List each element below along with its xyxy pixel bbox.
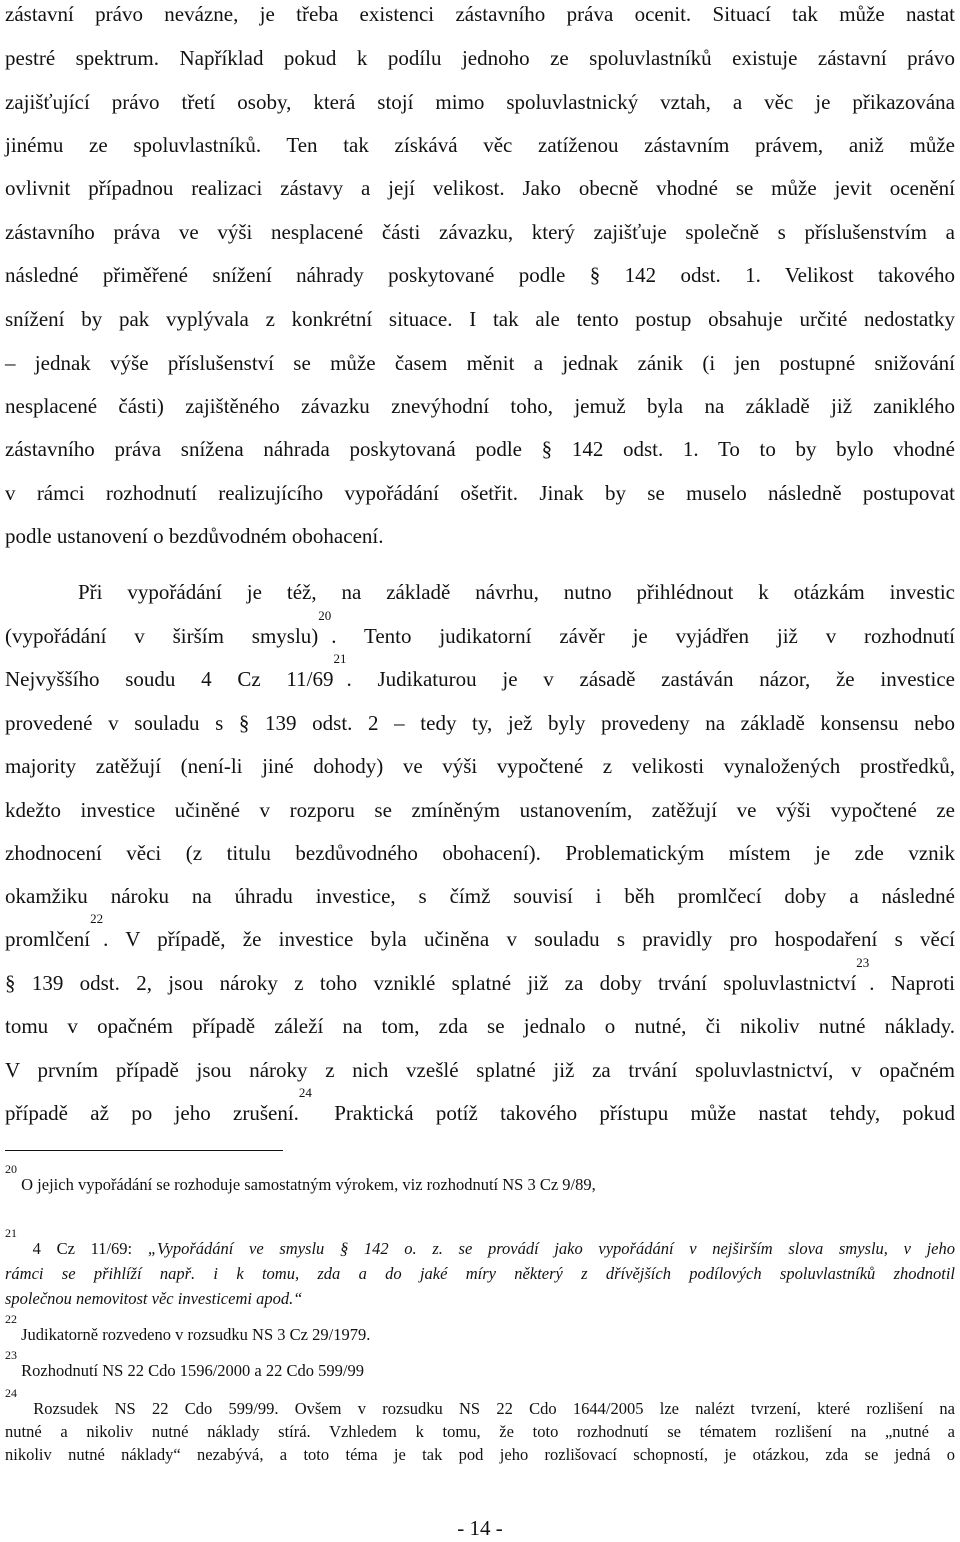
text-line: nesplacené části) zajištěného závazku znevýhodní toho, jemuž byla na základě již zaniklého	[5, 394, 955, 418]
text-line: případě až po jeho zrušení.$^{24}$ Praktická potíž takového přístupu může nastat tehdy, pokud	[5, 1085, 955, 1125]
text-line: Nejvyššího soudu 4 Cz $11/69^{21}$. Judikaturou je v zásadě zastáván názor, že investice	[5, 651, 955, 691]
text-line: majority zatěžují (není-li jiné dohody) ve výši vypočtené z velikosti vynaložených prostředků,	[5, 754, 955, 778]
text-line: zástavního práva snížena náhrada poskytovaná podle § 142 odst. 1. To to by bylo vhodné	[5, 437, 955, 461]
footnote-21-cont: společnou nemovitost věc investicemi apod.“	[5, 1289, 303, 1308]
text-line: pestré spektrum. Například pokud k podílu jednoho ze spoluvlastníků existuje zástavní právo	[5, 46, 955, 70]
footnote-24: $^{24}$ Rozsudek NS 22 Cdo 599/99. Ovšem v rozsudku NS 22 Cdo 1644/2005 lze nalézt tvrzení, které rozlišení na	[5, 1386, 955, 1418]
text-line: jinému ze spoluvlastníků. Ten tak získává věc zatíženou zástavním právem, aniž může	[5, 133, 955, 157]
footnote-ref[interactable]: 22	[90, 911, 104, 926]
text-line: V prvním případě jsou nároky z nich vzešlé splatné již za trvání spoluvlastnictví, v opačném	[5, 1058, 955, 1082]
text-line: kdežto investice učiněné v rozporu se zmíněným ustanovením, zatěžují ve výši vypočtené ze	[5, 798, 955, 822]
text-line: zhodnocení věci (z titulu bezdůvodného obohacení). Problematickým místem je zde vznik	[5, 841, 955, 865]
text-line: – jednak výše příslušenství se může časem měnit a jednak zánik (i jen postupné snižování	[5, 351, 955, 375]
text-line: v rámci rozhodnutí realizujícího vypořádání ošetřit. Jinak by se muselo následně postupovat	[5, 481, 955, 505]
footnote-ref[interactable]: 20	[318, 608, 332, 623]
text-line: § 139 odst. 2, jsou nároky z toho vzniklé splatné již za doby trvání spoluvlastnictví$^{23}$. Naproti	[5, 955, 955, 995]
page-number: - 14 -	[457, 1516, 503, 1540]
footnote-23: $^{23}$ Rozhodnutí NS 22 Cdo 1596/2000 a 22 Cdo 599/99	[5, 1348, 364, 1380]
footnote-22: $^{22}$ Judikatorně rozvedeno v rozsudku NS 3 Cz 29/1979.	[5, 1312, 371, 1344]
text-line: okamžiku nároku na úhradu investice, s čímž souvisí i běh promlčecí doby a následné	[5, 884, 955, 908]
text-line: následné přiměřené snížení náhrady poskytované podle § 142 odst. 1. Velikost takového	[5, 263, 955, 287]
footnote-21-cont: rámci se přihlíží např. i k tomu, zda a do jaké míry některý z dřívějších podílových spoluvlastníků zhodnotil	[5, 1264, 955, 1283]
text-line: snížení by pak vyplývala z konkrétní situace. I tak ale tento postup obsahuje určité nedostatky	[5, 307, 955, 331]
footnote-ref[interactable]: 21	[333, 651, 347, 666]
footnote-24-cont: nikoliv nutné náklady“ nezabývá, a toto téma je tak pod jeho rozlišovací schopností, je otázkou, zda se jedná o	[5, 1445, 955, 1464]
text-line: tomu v opačném případě záleží na tom, zda se jednalo o nutné, či nikoliv nutné náklady.	[5, 1014, 955, 1038]
text-line: zástavní právo nevázne, je třeba existenci zástavního práva ocenit. Situací tak může nastat	[5, 2, 955, 26]
footnote-20: $^{20}$ O jejich vypořádání se rozhoduje samostatným výrokem, viz rozhodnutí NS 3 Cz 9/89,	[5, 1162, 596, 1194]
footnote-divider	[5, 1150, 283, 1151]
footnote-21: $^{21}$ 4 Cz 11/69: „Vypořádání ve smyslu § 142 o. z. se provádí jako vypořádání v nejširším slova smyslu, v jeho	[5, 1226, 955, 1258]
text-line: zástavního práva ve výši nesplacené části závazku, který zajišťuje společně s příslušenstvím a	[5, 220, 955, 244]
text-line: ovlivnit případnou realizaci zástavy a její velikost. Jako obecně vhodné se může jevit ocenění	[5, 176, 955, 200]
text-line: provedené v souladu s § 139 odst. 2 – tedy ty, jež byly provedeny na základě konsensu nebo	[5, 711, 955, 735]
text-line: podle ustanovení o bezdůvodném obohacení.	[5, 524, 384, 548]
text-line: Při vypořádání je též, na základě návrhu, nutno přihlédnout k otázkám investic	[78, 580, 955, 604]
text-line: zajišťující právo třetí osoby, která stojí mimo spoluvlastnický vztah, a věc je přikazována	[5, 90, 955, 114]
footnote-ref[interactable]: 24	[298, 1085, 312, 1100]
footnote-24-cont: nutné a nikoliv nutné náklady stírá. Vzhledem k tomu, že toto rozhodnutí se tématem rozlišení na „nutné a	[5, 1422, 955, 1441]
footnote-ref[interactable]: 23	[856, 955, 870, 970]
text-line: promlčení$^{22}$. V případě, že investice byla učiněna v souladu s pravidly pro hospodaření s věcí	[5, 911, 955, 951]
text-line: (vypořádání v širším smyslu)$^{20}$. Tento judikatorní závěr je vyjádřen již v rozhodnutí	[5, 608, 956, 648]
